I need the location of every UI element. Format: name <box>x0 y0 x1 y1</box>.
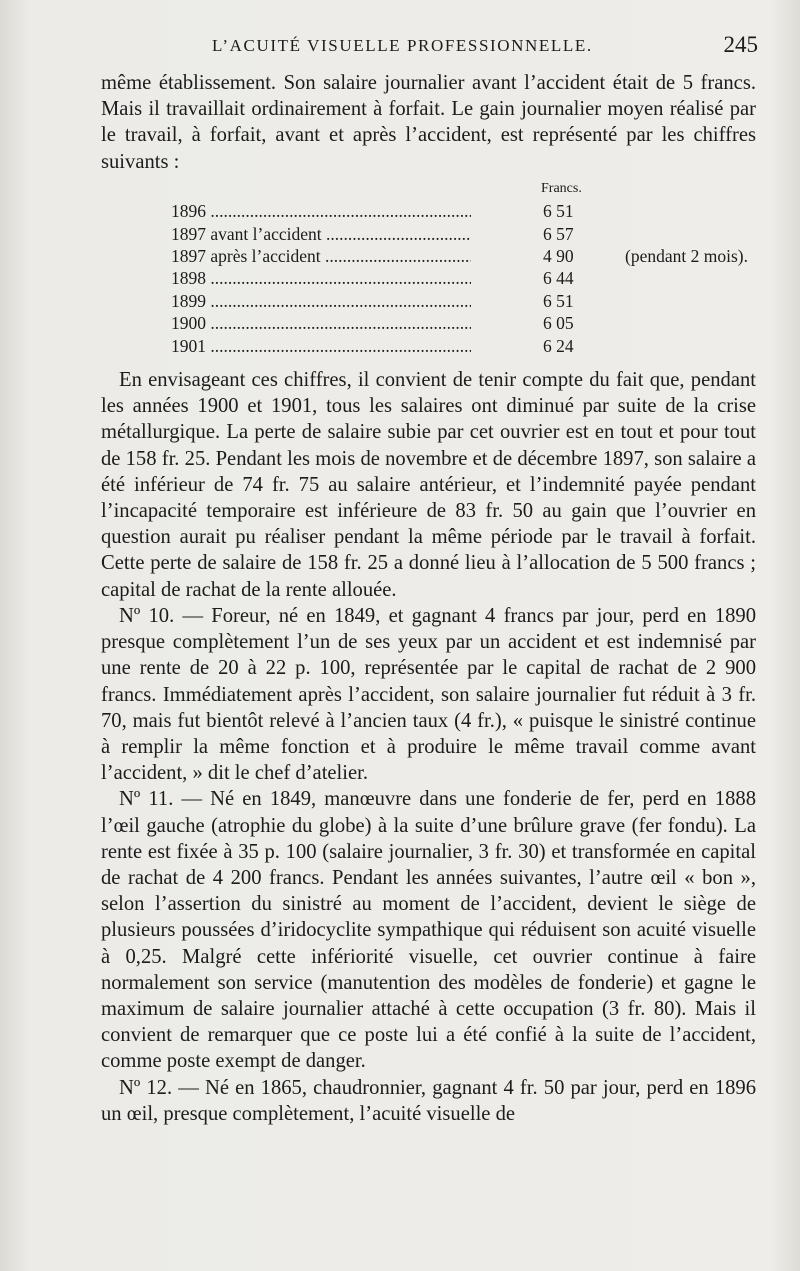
wage-row-value: 4 90 <box>543 246 574 267</box>
body-text <box>101 70 756 1127</box>
wage-table-row <box>171 312 756 334</box>
wage-row-value: 6 44 <box>543 268 574 289</box>
wage-table-header <box>171 178 756 200</box>
wage-table-row <box>171 290 756 312</box>
wage-row-label: 1900 ..... <box>171 312 471 334</box>
wage-table-row <box>171 335 756 357</box>
paragraph-case-12: Nº 12. — Né en 1865, chaudronnier, gagnant 4 fr. 50 par jour, perd en 1896 un œil, presque complètement, l’acuité visuelle de <box>101 1076 756 1125</box>
wage-row-label: 1898 ..... <box>171 267 471 289</box>
wage-row-label: 1897 avant l’accident ..... <box>171 223 471 245</box>
page-header <box>100 32 760 64</box>
wage-row-value: 6 57 <box>543 223 574 244</box>
wage-table-row <box>171 223 756 245</box>
wage-row-value: 6 24 <box>543 335 574 356</box>
wage-row-note: (pendant 2 mois). <box>625 246 748 267</box>
wage-row-label: 1899 ..... <box>171 290 471 312</box>
paragraph-case-10: Nº 10. — Foreur, né en 1849, et gagnant 4 francs par jour, perd en 1890 presque complètement l’un de ses yeux par un accident et est indemnisé par une rente de 20 à 22 p. 100, représentée par le capital de rachat de 2 900 francs. Immédiatement après l’accident, son salaire journalier fut réduit à 3 fr. 70, mais fut bientôt relevé à l’ancien taux (4 fr.), « puisque le sinistré continue à remplir la même fonction et à produire le même travail comme avant l’accident, » dit le chef d’atelier. <box>101 604 756 785</box>
wage-row-label: 1901 ..... <box>171 335 471 357</box>
wage-row-label: 1896 ..... <box>171 200 471 222</box>
paragraph-case-11: Nº 11. — Né en 1849, manœuvre dans une fonderie de fer, perd en 1888 l’œil gauche (atrophie du globe) à la suite d’une brûlure grave (fer fondu). La rente est fixée à 35 p. 100 (salaire journalier, 3 fr. 30) et transformée en capital de rachat de 4 200 francs. Pendant les années suivantes, l’autre œil « bon », selon l’assertion du sinistré au moment de l’accident, devient le siège de plusieurs poussées d’iridocyclite sympathique qui réduisent son acuité visuelle à 0,25. Malgré cette infériorité visuelle, cet ouvrier continue à faire normalement son service (manutention des modèles de fonderie) et gagne le maximum de salaire journalier attaché à cette occupation (3 fr. 80). Mais il convient de remarquer que ce poste lui a été confié à la suite de l’accident, comme poste exempt de danger. <box>101 788 756 1073</box>
wage-table-row <box>171 267 756 289</box>
wage-row-value: 6 05 <box>543 313 574 334</box>
wage-table <box>171 178 756 357</box>
wage-row-value: 6 51 <box>543 290 574 311</box>
page-number: 245 <box>723 32 758 57</box>
wage-table-row <box>171 200 756 222</box>
paragraph-analysis: En envisageant ces chiffres, il convient de tenir compte du fait que, pendant les années 1900 et 1901, tous les salaires ont diminué par suite de la crise métallurgique. La perte de salaire subie par cet ouvrier est en tout et pour tout de 158 fr. 25. Pendant les mois de novembre et de décembre 1897, son salaire a été inférieur de 74 fr. 75 au salaire antérieur, et l’indemnité payée pendant l’incapacité temporaire est inférieure de 83 fr. 50 au gain que l’ouvrier en question aurait pu réaliser pendant la même période par le travail à forfait. Cette perte de salaire de 158 fr. 25 a donné lieu à l’allocation de 5 500 francs ; capital de rachat de la rente allouée. <box>101 369 756 601</box>
intro-paragraph: même établissement. Son salaire journalier avant l’accident était de 5 francs. Mais il travaillait ordinairement à forfait. Le gain journalier moyen réalisé par le travail, à forfait, avant et après l’accident, est représenté par les chiffres suivants : <box>101 72 756 173</box>
wage-table-row <box>171 245 756 267</box>
running-title: L’ACUITÉ VISUELLE PROFESSIONNELLE. <box>212 36 593 55</box>
wage-row-label: 1897 après l’accident ..... <box>171 245 471 267</box>
wage-row-value: 6 51 <box>543 201 574 222</box>
wage-table-unit: Francs. <box>541 180 582 196</box>
